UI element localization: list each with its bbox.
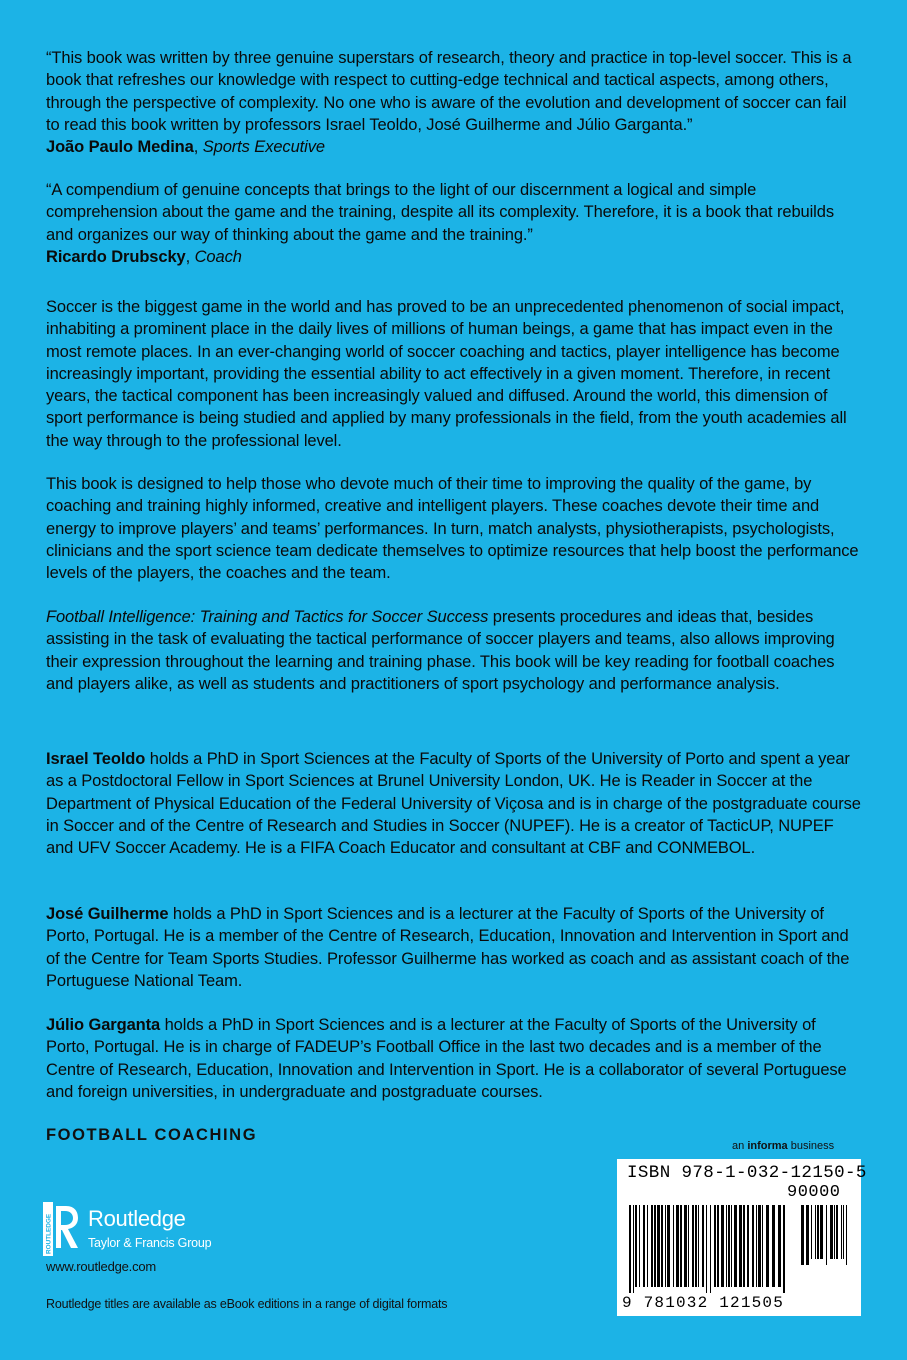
bio-name: José Guilherme (46, 905, 169, 923)
bio-body: holds a PhD in Sport Sciences and is a lecturer at the Faculty of Sports of the University of Porto, Portugal. He is in charge of FADEUP’s Football Office in the last two decades and is a member of the Centre of Research, Education, Innovation and Intervention in Sport. He is a collaborator of several Portuguese and foreign universities, in undergraduate and postgraduate courses. (46, 1016, 847, 1101)
informa-suffix: business (790, 1140, 835, 1152)
barcode-bar (830, 1205, 833, 1259)
barcode-bar (820, 1205, 823, 1259)
barcode-bar (698, 1205, 699, 1287)
barcode-bar (643, 1205, 645, 1287)
ean-barcode-bars (629, 1205, 787, 1293)
barcode-bar (734, 1205, 737, 1287)
barcode-bar (826, 1205, 827, 1265)
publisher-name: Routledge (88, 1206, 186, 1231)
barcode-bar (817, 1205, 819, 1259)
book-title: Football Intelligence: Training and Tactics for Soccer Success (46, 608, 489, 626)
isbn-number: ISBN 978-1-032-12150-5 (627, 1163, 867, 1183)
quote-attribution: João Paulo Medina, Sports Executive (46, 138, 325, 157)
price-code: 90000 (787, 1183, 841, 1202)
isbn-barcode (617, 1159, 867, 1316)
description-text: Soccer is the biggest game in the world and has proved to be an unprecedented phenomenon of social impact, inhabiting a prominent place in the daily lives of millions of human beings, a game that has impact even in the most remote places. In an ever-changing world of soccer coaching and tactics, player intelligence has become increasingly important, providing the essential ability to act effectively in a given moment. Therefore, in recent years, the tactical component has been increasingly valued and diffused. Around the world, this dimension of sport performance is being studied and applied by many professionals in the field, from the youth academies all the way through to the professional level. (46, 298, 847, 450)
barcode-bar (778, 1205, 781, 1287)
barcode-bar (836, 1205, 838, 1259)
barcode-bar (783, 1205, 785, 1293)
barcode-bar (766, 1205, 769, 1287)
barcode-bar (702, 1205, 704, 1287)
publisher-group: Taylor & Francis Group (88, 1236, 212, 1250)
barcode-bar (747, 1205, 749, 1287)
quote-text: “This book was written by three genuine superstars of research, theory and practice in top-level soccer. This is a book that refreshes our knowledge with respect to cutting-edge technical and tactical aspects, among others, through the perspective of complexity. No one who is aware of the evolution and development of soccer can fail to read this book written by professors Israel Teoldo, José Guilherme and Júlio Garganta.” (46, 49, 852, 134)
description-paragraph-2 (46, 473, 861, 584)
barcode-bar (772, 1205, 775, 1287)
barcode-bar (673, 1205, 674, 1287)
routledge-r-icon (42, 1200, 82, 1258)
barcode-bar (661, 1205, 663, 1287)
bio-text (46, 1014, 861, 1103)
bio-body: holds a PhD in Sport Sciences at the Faculty of Sports of the University of Porto and spent a year as a Postdoctoral Fellow in Sport Sciences at Brunel University London, UK. He is Reader in Soccer at the Department of Physical Education of the Federal University of Viçosa and is in charge of the postgraduate course in Soccer and of the Centre of Research and Studies in Soccer (NUPEF). He is a creator of TacticUP, NUPEF and UFV Soccer Academy. He is a FIFA Coach Educator and consultant at CBF and CONMEBOL. (46, 750, 861, 858)
barcode-bar (635, 1205, 637, 1287)
barcode-bar (721, 1205, 724, 1287)
publisher-website: www.routledge.com (46, 1259, 157, 1274)
barcode-bar (639, 1205, 640, 1287)
ebook-note: Routledge titles are available as eBook editions in a range of digital formats (46, 1297, 448, 1311)
bio-text (46, 903, 861, 992)
barcode-bar (710, 1205, 711, 1293)
quote-attribution: Ricardo Drubscky, Coach (46, 247, 242, 266)
quote-author-role: Coach (194, 247, 242, 266)
barcode-bar (717, 1205, 719, 1287)
barcode-bar (743, 1205, 745, 1287)
author-bio-teoldo (46, 748, 861, 859)
endorsement-quote-1 (46, 47, 861, 158)
description-text: This book is designed to help those who devote much of their time to improving the quality of the game, by coaching and training highly informed, creative and intelligent players. These coaches devote their time and energy to improve players’ and teams’ performances. In turn, match analysts, physiotherapists, psychologists, clinicians and the sport science team dedicate themselves to optimize resources that help boost the performance levels of the players, the coaches and the team. (46, 475, 859, 583)
barcode-bar (758, 1205, 761, 1287)
barcode-bar (714, 1205, 716, 1287)
informa-prefix: an (732, 1140, 745, 1152)
barcode-bar (801, 1205, 804, 1265)
description-paragraph-3 (46, 606, 861, 695)
barcode-bar (846, 1205, 847, 1265)
barcode-bar (688, 1205, 689, 1287)
barcode-bar (843, 1205, 844, 1259)
quote-author-role: Sports Executive (202, 138, 325, 157)
barcode-bar (647, 1205, 648, 1287)
barcode-bar (657, 1205, 660, 1287)
quote-author: Ricardo Drubscky (46, 247, 186, 266)
bio-text (46, 748, 861, 859)
description-text (46, 606, 861, 695)
barcode-bar (692, 1205, 694, 1287)
quote-text: “A compendium of genuine concepts that brings to the light of our discernment a logical and simple comprehension about the game and the training, despite all its complexity. Therefore, it is a book that rebuilds and organizes our way of thinking about the game and the training.” (46, 181, 834, 244)
barcode-bar (654, 1205, 656, 1287)
barcode-bar (731, 1205, 732, 1287)
barcode-bar (752, 1205, 754, 1287)
barcode-bar (695, 1205, 697, 1287)
subject-category: FOOTBALL COACHING (46, 1126, 258, 1144)
author-bio-guilherme (46, 903, 861, 992)
barcode-bar (684, 1205, 687, 1287)
barcode-bar (651, 1205, 653, 1287)
barcode-bar (676, 1205, 679, 1287)
barcode-bar (633, 1205, 634, 1293)
barcode-bar (667, 1205, 670, 1287)
barcode-bar (739, 1205, 742, 1287)
barcode-bar (834, 1205, 835, 1259)
barcode-bar (811, 1205, 812, 1259)
barcode-bar (706, 1205, 707, 1293)
barcode-bar (665, 1205, 666, 1287)
description-rest: presents procedures and ideas that, besides assisting in the task of evaluating the tactical performance of soccer players and teams, also allows improving their expression throughout the learning and training phase. This book will be key reading for football coaches and players alike, as well as students and practitioners of sport psychology and performance analysis. (46, 608, 835, 693)
barcode-bar (726, 1205, 727, 1287)
description-paragraph-1 (46, 296, 861, 452)
author-bio-garganta (46, 1014, 861, 1103)
barcode-bar (756, 1205, 757, 1287)
quote-author: João Paulo Medina (46, 138, 194, 157)
barcode-bar (680, 1205, 682, 1287)
bio-name: Israel Teoldo (46, 750, 146, 768)
barcode-bar (815, 1205, 816, 1259)
barcode-bar (762, 1205, 763, 1287)
barcode-bar (841, 1205, 842, 1259)
svg-text:ROUTLEDGE: ROUTLEDGE (45, 1213, 53, 1254)
publisher-logo (42, 1200, 282, 1260)
bio-name: Júlio Garganta (46, 1016, 161, 1034)
informa-business-label (732, 1140, 834, 1152)
barcode-bar (629, 1205, 631, 1293)
ean-digits: 9 781032 121505 (622, 1294, 785, 1312)
bio-body: holds a PhD in Sport Sciences and is a lecturer at the Faculty of Sports of the University of Porto, Portugal. He is a member of the Centre of Research, Education, Innovation and Intervention in Sport and of the Centre for Team Sports Studies. Professor Guilherme has worked as coach and as assistant coach of the Portuguese National Team. (46, 905, 850, 990)
informa-brand: informa (747, 1140, 788, 1152)
barcode-bar (806, 1205, 809, 1265)
barcode-bar (728, 1205, 730, 1287)
price-barcode-bars (801, 1205, 849, 1265)
endorsement-quote-2 (46, 179, 861, 268)
